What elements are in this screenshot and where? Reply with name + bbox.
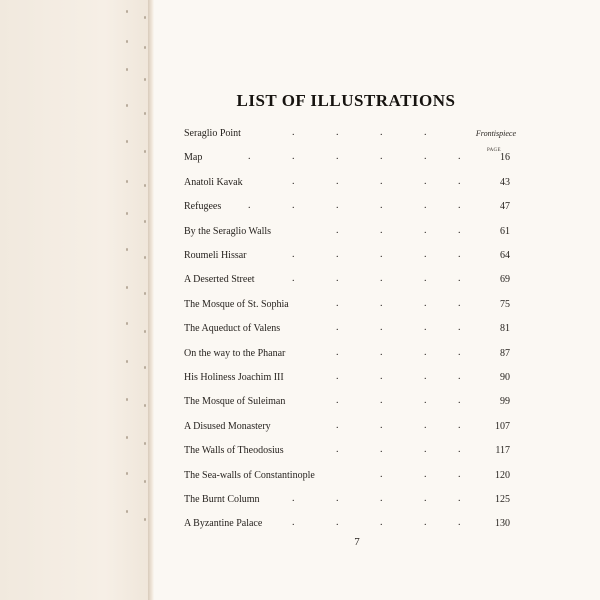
leader-dot: . xyxy=(380,151,383,163)
page-speck xyxy=(144,16,146,19)
leader-dot: . xyxy=(458,273,461,285)
leader-dot: . xyxy=(380,371,383,382)
illustration-title: A Deserted Street xyxy=(184,274,255,286)
illustration-title: The Mosque of St. Sophia xyxy=(184,298,289,310)
illustration-entry xyxy=(184,516,510,532)
illustration-page-number: 130 xyxy=(495,518,510,530)
illustration-title: Anatoli Kavak xyxy=(184,176,243,188)
illustration-entry xyxy=(184,443,510,459)
illustration-entry xyxy=(184,272,510,288)
illustration-page-number: 43 xyxy=(500,176,510,188)
page-speck xyxy=(144,220,146,223)
leader-dot: . xyxy=(292,493,295,504)
leader-dot: . xyxy=(336,346,339,358)
page-speck xyxy=(144,46,146,49)
page-title: LIST OF ILLUSTRATIONS xyxy=(236,91,456,110)
leader-dot: . xyxy=(424,395,427,407)
illustration-title: The Aqueduct of Valens xyxy=(184,323,281,335)
leader-dot: . xyxy=(458,395,461,407)
leader-dot: . xyxy=(336,249,339,260)
leader-dot: . xyxy=(380,493,383,504)
leader-dot: . xyxy=(424,371,427,382)
leader-dot: . xyxy=(458,175,461,187)
leader-dot: . xyxy=(424,200,427,212)
leader-dot: . xyxy=(458,468,461,480)
leader-dot: . xyxy=(336,297,339,309)
leader-dot: . xyxy=(458,419,461,431)
page-speck xyxy=(126,398,128,401)
illustration-page-number: 90 xyxy=(500,372,510,383)
leader-dot: . xyxy=(424,127,427,138)
illustration-title: A Disused Monastery xyxy=(184,420,271,432)
leader-dot: . xyxy=(424,175,427,187)
leader-dot: . xyxy=(336,371,339,382)
illustration-page-number: 107 xyxy=(495,420,510,432)
leader-dot: . xyxy=(336,322,339,334)
page-speck xyxy=(126,104,128,107)
illustration-page-number: 120 xyxy=(495,469,510,481)
leader-dot: . xyxy=(336,395,339,407)
leader-dot: . xyxy=(292,127,295,138)
page-speck xyxy=(144,184,146,187)
page-speck xyxy=(126,248,128,251)
illustration-page-number: 117 xyxy=(495,445,510,457)
leader-dot: . xyxy=(424,444,427,456)
leader-dot: . xyxy=(424,249,427,260)
illustration-title: Map xyxy=(184,152,203,164)
leader-dot: . xyxy=(380,249,383,260)
illustration-page-number: 69 xyxy=(500,274,510,286)
leader-dot: . xyxy=(458,493,461,504)
page-speck xyxy=(126,40,128,43)
leader-dot: . xyxy=(424,493,427,504)
illustration-title: Seraglio Point xyxy=(184,128,241,139)
leader-dot: . xyxy=(248,151,251,163)
leader-dot: . xyxy=(380,322,383,334)
page-speck xyxy=(126,286,128,289)
illustration-entry xyxy=(184,199,510,215)
leader-dot: . xyxy=(380,224,383,236)
illustration-page-number: 81 xyxy=(500,323,510,335)
leader-dot: . xyxy=(248,200,251,212)
page-speck xyxy=(126,436,128,439)
illustration-page-number: Frontispiece xyxy=(475,129,516,138)
leader-dot: . xyxy=(336,517,339,529)
page-speck xyxy=(144,404,146,407)
page-speck xyxy=(126,322,128,325)
page-speck xyxy=(126,68,128,71)
leader-dot: . xyxy=(458,346,461,358)
illustration-title: On the way to the Phanar xyxy=(184,347,286,359)
page-speck xyxy=(144,292,146,295)
leader-dot: . xyxy=(336,127,339,138)
leader-dot: . xyxy=(380,346,383,358)
illustration-page-number: 47 xyxy=(500,201,510,213)
illustration-page-number: 16 xyxy=(500,152,510,164)
illustration-entry xyxy=(184,224,510,240)
leader-dot: . xyxy=(424,151,427,163)
leader-dot: . xyxy=(458,224,461,236)
page-speck xyxy=(144,480,146,483)
page-speck xyxy=(144,330,146,333)
illustration-title: His Holiness Joachim III xyxy=(184,372,284,383)
illustration-page-number: 99 xyxy=(500,396,510,408)
illustration-entry xyxy=(184,394,510,410)
illustration-entry xyxy=(184,321,510,337)
leader-dot: . xyxy=(458,297,461,309)
leader-dot: . xyxy=(424,322,427,334)
leader-dot: . xyxy=(424,297,427,309)
leader-dot: . xyxy=(424,419,427,431)
page-speck xyxy=(126,140,128,143)
leader-dot: . xyxy=(380,273,383,285)
illustration-entry xyxy=(184,419,510,435)
illustration-title: A Byzantine Palace xyxy=(184,518,263,530)
page-column-header: PAGE xyxy=(487,148,501,153)
leader-dot: . xyxy=(380,517,383,529)
leader-dot: . xyxy=(336,444,339,456)
leader-dot: . xyxy=(380,127,383,138)
leader-dot: . xyxy=(336,175,339,187)
leader-dot: . xyxy=(458,200,461,212)
illustration-title: The Burnt Column xyxy=(184,494,260,505)
page-speck xyxy=(126,472,128,475)
illustration-entry xyxy=(184,346,510,362)
leader-dot: . xyxy=(336,224,339,236)
illustration-entry xyxy=(184,126,516,142)
leader-dot: . xyxy=(292,517,295,529)
illustration-title: Roumeli Hissar xyxy=(184,250,247,261)
leader-dot: . xyxy=(380,444,383,456)
page-speck xyxy=(144,78,146,81)
leader-dot: . xyxy=(424,224,427,236)
page-speck xyxy=(126,10,128,13)
illustration-title: The Sea-walls of Constantinople xyxy=(184,469,315,481)
page-speck xyxy=(144,518,146,521)
leader-dot: . xyxy=(458,371,461,382)
page-speck xyxy=(144,366,146,369)
illustration-page-number: 87 xyxy=(500,347,510,359)
page-speck xyxy=(144,112,146,115)
illustration-page-number: 64 xyxy=(500,250,510,261)
illustration-title: The Walls of Theodosius xyxy=(184,445,284,457)
leader-dot: . xyxy=(380,419,383,431)
page-speck xyxy=(144,442,146,445)
leader-dot: . xyxy=(292,273,295,285)
leader-dot: . xyxy=(380,200,383,212)
leader-dot: . xyxy=(336,419,339,431)
leader-dot: . xyxy=(336,151,339,163)
leader-dot: . xyxy=(458,517,461,529)
illustration-page-number: 61 xyxy=(500,225,510,237)
leader-dot: . xyxy=(292,200,295,212)
page-speck xyxy=(126,180,128,183)
leader-dot: . xyxy=(292,175,295,187)
leader-dot: . xyxy=(380,175,383,187)
illustration-page-number: 125 xyxy=(495,494,510,505)
leader-dot: . xyxy=(292,151,295,163)
leader-dot: . xyxy=(380,468,383,480)
illustration-entry xyxy=(184,175,510,191)
page-speck xyxy=(144,150,146,153)
page-speck xyxy=(126,510,128,513)
leader-dot: . xyxy=(380,297,383,309)
leader-dot: . xyxy=(380,395,383,407)
illustration-title: Refugees xyxy=(184,201,222,213)
leader-dot: . xyxy=(424,346,427,358)
leader-dot: . xyxy=(336,493,339,504)
facing-page-left xyxy=(0,0,150,600)
page-speck xyxy=(126,212,128,215)
illustration-entry xyxy=(184,248,510,264)
leader-dot: . xyxy=(458,322,461,334)
leader-dot: . xyxy=(458,249,461,260)
leader-dot: . xyxy=(336,273,339,285)
page-speck xyxy=(126,360,128,363)
illustration-title: The Mosque of Suleiman xyxy=(184,396,286,408)
leader-dot: . xyxy=(336,200,339,212)
leader-dot: . xyxy=(292,249,295,260)
illustration-entry xyxy=(184,150,510,166)
illustration-entry xyxy=(184,492,510,508)
leader-dot: . xyxy=(424,468,427,480)
illustration-title: By the Seraglio Walls xyxy=(184,225,272,237)
leader-dot: . xyxy=(458,444,461,456)
illustration-entry xyxy=(184,468,510,484)
page-speck xyxy=(144,256,146,259)
page-number: 7 xyxy=(354,536,360,548)
illustration-entry xyxy=(184,297,510,313)
illustration-page-number: 75 xyxy=(500,298,510,310)
leader-dot: . xyxy=(458,151,461,163)
illustration-entry xyxy=(184,370,510,386)
leader-dot: . xyxy=(424,517,427,529)
leader-dot: . xyxy=(424,273,427,285)
